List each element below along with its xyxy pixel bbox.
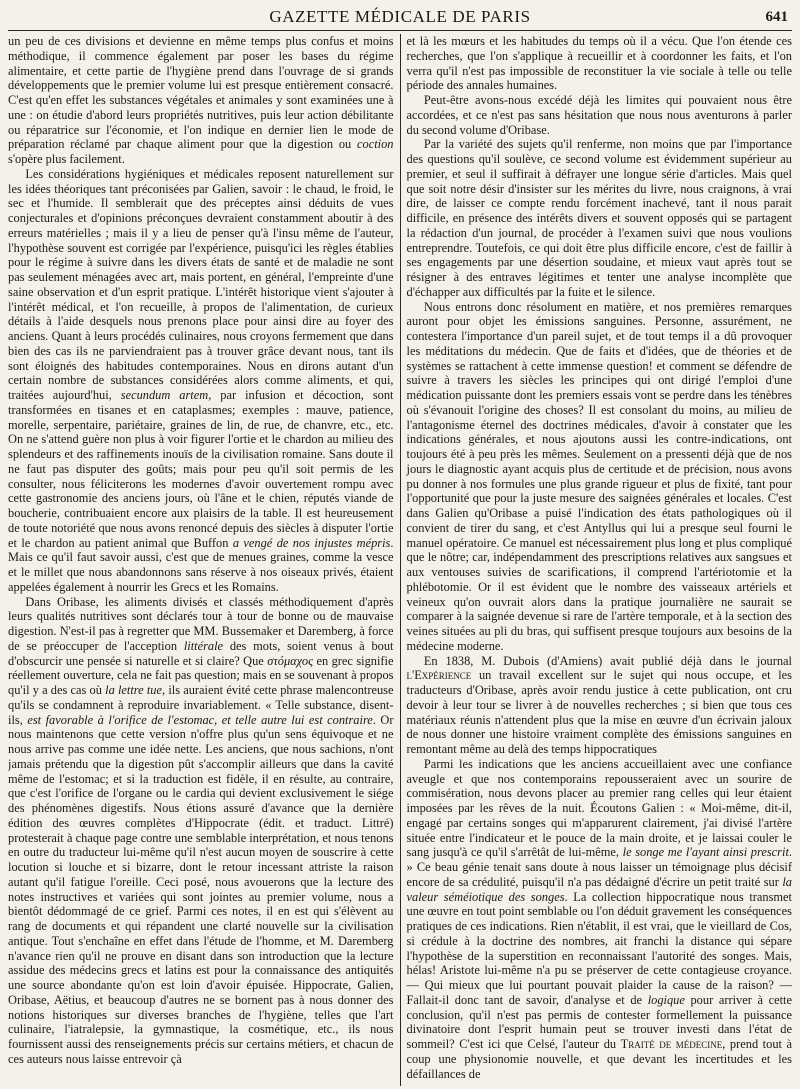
text-run: . » Ce beau génie tenait sans doute à nous laisser un témoignage plus décisif encore de sa crédulité, puisqu'il n'a pas dédaigné d'écrire un petit traité sur [406,845,792,889]
text-run: Nous entrons donc résolument en matière, et nos premières remarques auront pour objet les émissions sanguines. Personne, assurément, ne contestera l'importance d'un pareil sujet, et de tout temps il a dû provoquer les méditations du médecin. Que de faits et d'idées, que de théories et de systèmes se rattachent à cette immense question! et comment se défendre de suivre à travers les siècles les principes qui ont dirigé l'emploi d'une médication puissante dont les premiers essais vont se perdre dans les ténèbres où s'évanouit l'origine des choses? Il est consolant du moins, au milieu de l'antagonisme éternel des doctrines médicales, d'avoir à constater que les indications générales, et nous ajoutons aussi les contre-indications, ont toujours été à peu près les mêmes. Seulement on a pressenti déjà que de nos jours le diagnostic ayant acquis plus de certitude et de précision, nous avons pu donner à nos formules une plus grande rigueur et plus de fixité, tant pour l'opportunité que pour la juste mesure des saignées générales et locales. C'est dans Galien qu'Oribase a puisé l'indication des états pathologiques où il convient de tirer du sang, et c'est Antyllus qui lui a presque seul fourni le manuel opératoire. Ce manuel est nécessairement plus long et plus compliqué que le nôtre; car, indépendamment des prescriptions relatives aux sangsues et aux ventouses suivies de scarifications, il comprend l'artériotomie et la phlébotomie. Or il est évident que le nombre des vaisseaux artériels et veineux qu'on ouvrait alors dans la pratique journalière ne saurait se comparer à la saignée devenue si rare de l'artère temporale, et à la section des veines situées au pli du bras, qui suffisent presque toujours aux besoins de la médecine moderne. [406,299,792,653]
page-number: 641 [765,9,788,25]
greek-run: στόμαχος [267,653,314,668]
right-column [401,34,793,1086]
text-run: s'opère plus facilement. [8,152,125,166]
italic-run: est favorable à l'orifice de l'estomac, et telle autre lui est contraire [27,712,373,727]
text-columns [8,34,792,1086]
journal-title: GAZETTE MÉDICALE DE PARIS [269,7,531,26]
text-run: Parmi les indications que les anciens accueillaient avec une confiance aveugle et que nos contemporains repousseraient avec un sourire de commisération, nous devons placer au premier rang celles qui leur étaient imposées par les rêves de la nuit. Écoutons Galien : « Moi-même, dit-il, engagé par certains songes qui m'apparurent clairement, j'ai divisé l'artère située entre l'indicateur et le pouce de la main droite, et je laissai couler le sang jusqu'à ce qu'il s'arrêtât de lui-même, [406,756,792,860]
text-run: En 1838, M. Dubois (d'Amiens) avait publié déjà dans le journal [423,653,792,668]
paragraph [8,167,394,595]
running-head [8,4,792,31]
text-run: Dans Oribase, les aliments divisés et classés méthodiquement d'après leurs qualités nutritives sont déclarés tour à tour de bonne ou de mauvaise digestion. N'est-il pas à regretter que MM. Bussemaker et Daremberg, à force de se préoccuper de l'acception [8,594,394,653]
text-run: . La collection hippocratique nous transmet une œuvre en tout point semblable ou l'on déduit gravement les conséquences pratiques de ces indications. Rien n'établit, il est vrai, que le vieillard de Cos, si crédule à la doctrine des nombres, ait franchi la distance qui sépare l'hypothèse de la superstition en reconnaissant l'autorité des songes. Mais, hélas! Aristote lui-même n'a pu se préserver de cette contagieuse croyance. — Qui mieux que lui pourtant pouvait plaider la cause de la raison? — Fallait-il donc tant de savoir, d'analyse et de [406,889,792,1007]
italic-run: a vengé de nos injustes mépris [232,535,391,550]
italic-run: la lettre tue [105,683,163,697]
text-run: , prend tout à coup une physionomie nouvelle, et que devant les incertitudes et les défaillances de [406,1037,792,1081]
paragraph [407,93,793,137]
text-run: , par infusion et décoction, sont transformées en tisanes et en cataplasmes; exemples : mauve, patience, morelle, serpentaire, pariétaire, graines de lin, de rue, de chanvre, etc., etc. On ne s'attend guère non plus à voir figurer l'ortie et le chardon au milieu des splendeurs et des raffinements inouïs de la civilisation romaine. Sans doute il ne faut pas disputer des goûts; mais pour peu qu'il soit permis de les consulter, nous féliciterons les modernes d'avoir ouvertement rompu avec cette gastronomie des anciens jours, où l'âne et le chien, réputés viande de boucherie, contribuaient encore aux plaisirs de la table. Il est heureusement de toute notoriété que nous avons renoncé depuis des siècles à disputer l'ortie et le chardon au patient animal que Buffon [8,388,394,550]
italic-run: le songe me l'ayant ainsi prescrit [622,845,789,860]
paragraph [8,34,394,167]
text-run: . Or nous maintenons que cette version n'offre plus qu'un sens équivoque et ne nous arrive pas comme une idée nette. Les anciens, que nous sachions, n'ont jamais prétendu que la digestion pût s'accomplir ailleurs que dans la cavité même de l'estomac; et si la traduction est fidèle, il en résulte, au contraire, que c'est l'orifice de l'organe ou le cardia qui devient exclusivement le siége des phénomènes digestifs. Nous étions assuré d'avance que la dernière édition des œuvres complètes d'Hippocrate (édit. et traduct. Littré) protesterait à chaque page contre une semblable interprétation, et nous tenons en outre du traducteur lui-même qu'il n'est aucun moyen de souscrire à cette locution si louche et si bizarre, dont le retour incessant attriste la raison autant qu'il fatigue l'oreille. Ceci posé, nous avouerons que la lecture des notes instructives et variées qui sont jointes au premier volume, nous a bientôt dédommagé de ce grief. Parmi ces notes, il en est qui s'élèvent au rang de documents et qui répandent une clarté nouvelle sur la civilisation antique. Tout s'enchaîne en effet dans l'étude de l'homme, et M. Daremberg n'avance rien qu'il ne prouve en disant dans son introduction que la lecture assidue des médecins grecs et latins est pour la connaissance des antiquités une source abondante qu'on est loin d'avoir épuisée. Hippocrate, Galien, Oribase, Aëtius, et beaucoup d'autres ne se bornent pas à nous donner des notions historiques sur diverses branches de l'hygiène, telles que l'art culinaire, l'iatralepsie, la gymnastique, la cosmétique, etc., ils nous fournissent aussi des renseignements précis sur certains métiers, et chacun de ces auteurs nous laisse entrevoir çà [8,712,394,1066]
text-run: Par la variété des sujets qu'il renferme, non moins que par l'importance des questions qu'il soulève, ce second volume est évidemment supérieur au premier, et seul il suffirait à défrayer une longue série d'articles. Mais quel que soit notre désir d'insister sur les mérites du livre, nous craignons, à vrai dire, de laisser ce compte rendu forcément inachevé, tant il nous parait difficile, en présence des intérêts divers et souvent opposés qui se partagent la rédaction d'un journal, de procéder à l'examen suivi que nous voulions entreprendre. Toutefois, ce qui doit être plus difficile encore, c'est de faillir à ses engagements par une désertion soudaine, et mieux vaut après tout se résigner à des entraves légitimes et tenter une analyse incomplète que d'échapper aux difficultés par la fuite et le silence. [406,137,792,299]
text-run: en grec signifie réellement ouverture, cela ne fait pas question; mais en se souvenant à propos qu'il y a des cas où [8,653,394,697]
text-run: des mots, soient venus à bout d'obscurcir une pensée si naturelle et si claire? Que [8,638,394,668]
italic-run: la valeur séméiotique des songes [406,874,792,904]
italic-run: secundum artem [120,388,209,402]
paragraph [407,300,793,654]
small-caps-run: Traité de médecine [620,1037,723,1051]
text-run: Peut-être avons-nous excédé déjà les limites qui pouvaient nous être accordées, et ce n'est pas sans hésitation que nous nous aventurons à parler du second volume d'Oribase. [406,93,792,137]
italic-run: logique [647,992,685,1007]
paragraph [407,137,793,299]
italic-run: littérale [183,638,224,653]
text-run: un travail excellent sur le sujet qui nous occupe, et les traducteurs d'Oribase, après avoir rendu justice à cette publication, ont cru devoir à leur tour se livrer à de nouvelles recherches ; si bien que tous ces matériaux réunis n'attendent plus que la mise en œuvre d'un écrivain jaloux de nous donner une histoire vraiment complète des émissions sanguines en remontant même au delà des temps hippocratiques [406,668,792,756]
text-run: , ils auraient évité cette phrase malencontreuse qu'ils se condamnent à reproduire invariablement. « Telle substance, disent-ils, [8,683,394,727]
paragraph [8,595,394,1067]
paragraph [407,34,793,93]
small-caps-run: l'Expérience [406,668,472,683]
text-run: . Mais ce qu'il faut savoir aussi, c'est que de menues graines, comme la vesce et le millet que nous abandonnons sans réserve à nos oiseaux privés, étaient appelées également à nourrir les Grecs et les Romains. [8,535,394,594]
left-column [8,34,400,1086]
text-run: un peu de ces divisions et devienne en même temps plus confus et moins méthodique, il commence également par poser les bases du régime alimentaire, et cette partie de l'hygiène prend dans l'ouvrage de si grands développements que le premier volume lui est presque entièrement consacré. C'est qu'en effet les substances végétales et animales y sont examinées une à une : on étudie d'abord leurs propriétés nutritives, puis leur action débilitante ou réparatrice sur l'économie, et l'on indique en dernier lien le mode de préparation réclamé par chaque aliment pour que la digestion ou [8,34,394,152]
paragraph [407,654,793,757]
paragraph [407,757,793,1082]
text-run: Les considérations hygiéniques et médicales reposent naturellement sur les idées théoriques tant préconisées par Galien, savoir : le chaud, le froid, le sec et l'humide. Il semblerait que des préceptes ainsi déduits de vues conjecturales et d'opinions préconçues devraient constamment aboutir à des erreurs matérielles ; mais il y a lieu de penser qu'à l'insu même de l'auteur, l'hypothèse souvent est corrigée par l'expérience, puisqu'ici les règles établies pour le régime à suivre dans les divers états de santé et de maladie ne sont pas seulement ménagées avec art, mais portent, en général, l'empreinte d'une saine observation et d'un esprit pratique. L'intérêt historique vient s'ajouter à l'intérêt médical, et l'on recueille, à propos de l'alimentation, de curieux détails à l'aide desquels nous prenons place pour ainsi dire au foyer des anciens. Quant à leurs procédés culinaires, nous croyons fermement que dans bien des cas ils ne parviendraient pas à trouver grâce devant nous, tant ils sont éloignés des habitudes contemporaines. Nous en dirons autant d'un certain nombre de substances considérées alors comme aliments, et qui, traitées aujourd'hui, [8,166,394,402]
text-run: pour arriver à cette conclusion, qu'il n'est pas permis de contester formellement la puissance divinatoire dont l'esprit humain peut se trouver investi dans l'état de sommeil? C'est ici que Celsé, l'auteur du [406,992,792,1051]
italic-run: coction [357,137,394,152]
text-run: et là les mœurs et les habitudes du temps où il a vécu. Que l'on étende ces recherches, que l'on s'applique à recueillir et à coordonner les faits, et l'on verra qu'il n'est pas impossible de reconstituer la vie sociale à telle ou telle période des annales humaines. [406,34,792,93]
